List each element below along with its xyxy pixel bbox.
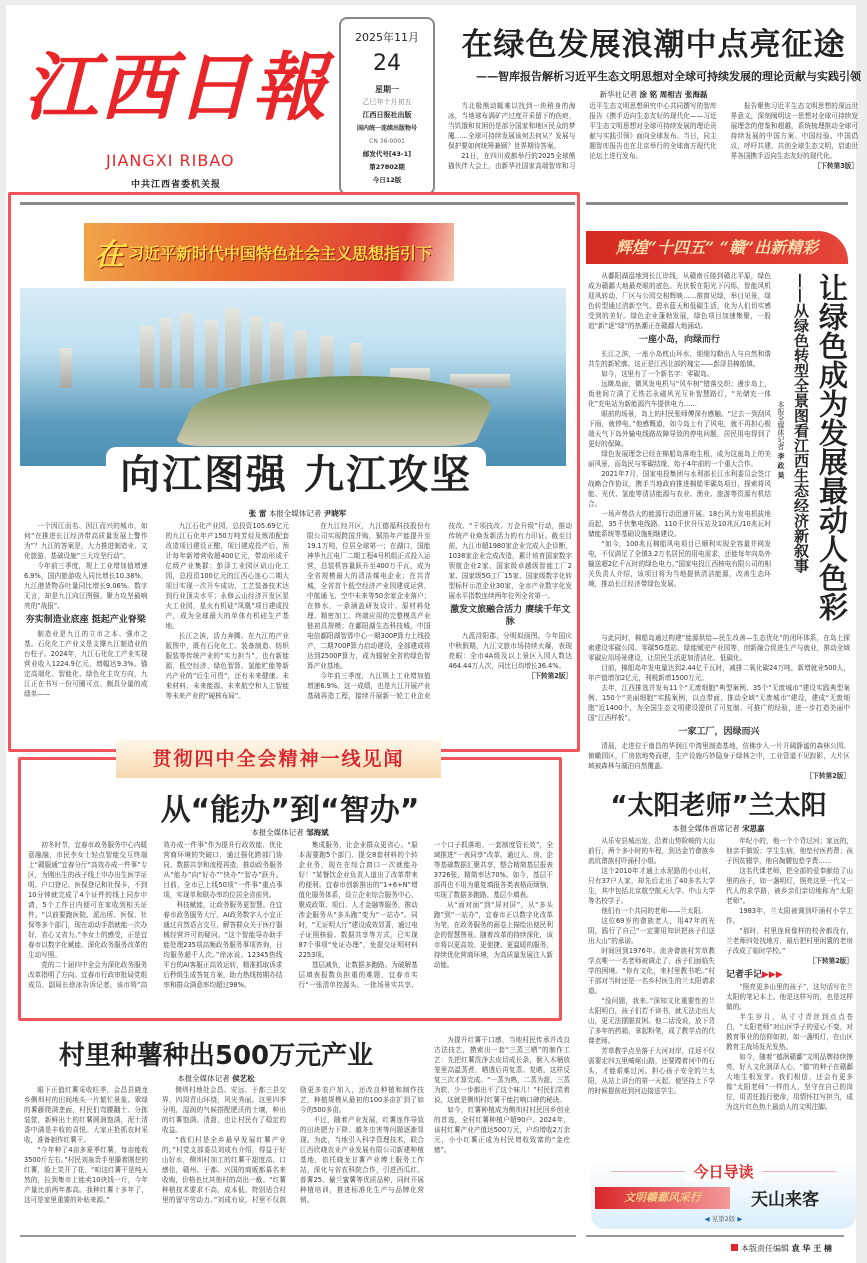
date-weekday: 星期一	[375, 85, 399, 94]
green-vertical-headline[interactable]: 让绿色成为发展最动人色彩	[815, 273, 849, 621]
paragraph: 如今，随着“德润赣鄱”文明品牌持续擦亮，好人文化润泽人心，“德”的种子在赣鄱大地生根发芽。我们相信，还会有更多像“太阳老师”一样的人，坚守在自己的岗位，用责任践行使命，用情怀扛写担当，成为这片红色热土最动人的文明注脚。	[726, 1053, 853, 1111]
today-guide-box	[591, 1159, 856, 1229]
paragraph: “今年种了4亩多夏季红薯，每亩能收3500斤左右。”村民刘泉贵手里攥着刚挖的红薯，脸上笑开了花，“咱这红薯干是纯天然的，拉到集市上能卖10块钱一斤，今年产量比前两年都高。我种红薯十多年了，这可是家里重要的补贴来源。”	[24, 1146, 148, 1204]
paragraph: 一场声势浩大的能源行动迅速开展。18台风力发电机拔地而起，35千伏集电线路、110千伏升压站及10兆瓦/10兆瓦时储能系统等基础设施相继建设。	[588, 510, 771, 538]
paragraph: 今年前三季度，九江规上工业增加值增速6.9%。这一成绩，也是九江开展产业基础再造工程，接续开展新一轮工业企业技改、“千项技改、万企升级”行动，推动传统产业焕发新活力的有力印证。截至目前，九江市超1980家企业完成入企诊断，1038家企业完成改造，累计培育国家数字领航企业2家、国家级卓越级智能工厂2家、国家级5G工厂15家、国家级数字化转型标杆示范企业30家，全市产业数字化发展水平指数连续两年位列全省第一。	[307, 522, 572, 700]
green-banner: 辉煌“十四五” “赣”出新精彩	[586, 231, 848, 264]
byline-name: 邹海斌	[306, 828, 329, 837]
section-subheading: 夯实制造业底座 挺起产业脊梁	[25, 615, 146, 625]
paragraph: “如今，100兆瓦棉船风电项目已顺利实现全容量并网发电，不仅满足了全镇3.2万名居民的用电需求，还能每年向岛外输送超2亿千瓦时的绿色电力。”国家电投江西核电有限公司的相关负责人介绍，该项目将为当地提供清洁能源，改善生态环境，推动长江经济带绿色发展。	[588, 540, 771, 588]
newspaper-logo: 江西日報	[24, 45, 328, 131]
guide-column-badge[interactable]: 文明赣鄱风采行	[595, 1187, 730, 1209]
plenum-body	[28, 840, 553, 990]
paragraph: 九派浔阳郡，分明似画图。今年国庆中秋假期，九江文旅市场持续火爆，表现亮眼：全市4A级及以上景区入园人数达464.44万人次，同比日均增长36.4%。	[448, 632, 572, 670]
byline-prefix: 新华社记者	[599, 90, 638, 99]
paragraph: 侧圳村地处会昌、安远、于都三县交界，四周青山环绕，风光秀丽。这里四季分明，湿润的气候搭配肥沃的土壤，种出的红薯饱满、清甜，也让村民有了稳定的收益。	[162, 1086, 286, 1134]
green-body-narrow	[588, 271, 771, 633]
continued-note[interactable]: ［下转第2版］	[527, 672, 572, 680]
yam-byline	[26, 1073, 406, 1084]
paragraph: 在九江经开区，九江德福科技股份有限公司实现跨国并购，铜箔年产能提升至19.1万吨，位居全球第一；在湖口，国能神华九江电厂二期工程4号机组正式投入运营，总装机容量跃升至400万千瓦，成为全省规模最大的清洁煤电企业；在共青城，全省首个低空经济产业园建成运营，中航通飞、空中未来等50余家企业落户；在修水，一条涵盖研发设计、原材料处理、精密加工、终端应用的完整模具产业链初具规模；在鄱阳湖生态科技城，中国电信鄱阳湖智算中心一期300P算力上线投产，二期700P算力启动建设，全部建成将达到2500P算力，成为辐射全省的绿色智算产业基地。	[307, 522, 431, 670]
byline-prefix: 本报全媒体记者	[268, 509, 322, 518]
editor-names: 袁 华 王 楠	[791, 1244, 832, 1253]
top-story-body	[448, 101, 858, 171]
paragraph: 如今，红薯种植成为侧圳村村民回乡创业的首选，全村红薯种植户超90户。2024年，该村红薯产业产值达500万元，户均增收2万余元，小小红薯正成为村民增收致富的“金疙瘩”。	[434, 1106, 570, 1154]
paragraph: 年纪小的，他一个个背过河；家远的，他亲手做饭；学生生病，他垫付医药费；孩子因贫辍学，他自掏腰包垫学费……	[726, 837, 853, 865]
cn-label: 国内统一连续出版物号	[356, 125, 417, 132]
paragraph: 从“面对面”到“屏对屏”，从“多头跑”到“一站办”，宜春市正以数字化改革为笔，在政务服务的画卷上描绘出便民利企的智慧图景。随着改革的持续深化，该市将以更高效、更便捷、更温暖的服务，持续优化营商环境，为高质量发展注入新动能。	[433, 901, 553, 969]
green-body-wide	[588, 633, 850, 781]
note-title: 记者手记	[726, 970, 763, 980]
section-subheading: 一家工厂，因绿而兴	[678, 727, 760, 737]
paragraph: 长江之滨，活力奔腾。在九江的产业版图中，既有石化化工、装备制造、纺织服装等传统产业的“实力担当”，也有新能源、低空经济、绿色智算、氢能贮能等新兴产业的“后生可畏”，还有未来健康、未来材料、未来能源、未来航空和人工智能等未来产业的“硬核布局”。	[165, 632, 289, 700]
teacher-headline[interactable]: “太阳老师”兰太阳	[610, 791, 827, 821]
paragraph: 集成服务，让企业群众更省心。“原本需要跑5个部门、提交8套材料的个转企业务，现在在综合窗口一次就能办好！”某餐饮企业负责人道出了改革带来的便利。宜春市创新推出的“1+6+N”增值化服务体系，设立企业综合服务中心，聚成政策、项目、人才金融等服务，推动涉企服务从“多头跑”变为“一站办”。同时，“无证明大厅”建设成效显著，通过电子证照核验、数据共享等方式，已实现87个事项“免证办理”，免提交证明材料2253项。	[298, 841, 418, 959]
guide-title: 今日导读	[685, 1163, 761, 1181]
guide-page-link[interactable]	[591, 1214, 856, 1223]
feature-byline	[20, 508, 575, 519]
paragraph: “照亮更多山里的孩子”，这句话写在兰太阳的笔记本上。他是这样写的，也是这样做的。	[726, 983, 853, 1011]
byline-name: 李 政 昊	[777, 452, 785, 479]
paragraph: 今年前三季度，规上工业增加值增速6.9%，国内旅游收入同比增长10.38%，九江港货物吞吐量同比增长9.06%。数字无言，却是九江向江图强、聚力攻坚最响亮的“战报”。	[24, 562, 148, 610]
newspaper-page	[6, 5, 861, 1263]
divider	[586, 202, 848, 205]
yam-body	[24, 1085, 424, 1205]
paragraph: 去年，江西推选并发布11个“无废细胞”典型案例、35个“无废城市”建设实践典型案例、150个“美丽细胞”实践案例，以点带面，推动全域“无废城市”建设，建成“无废细胞”近1400个，为全国生态文明建设提供了可复制、可推广的经验，进一步打造美丽中国“江西样板”。	[588, 684, 850, 722]
page-count: 今日12版	[372, 176, 402, 184]
paragraph: 制造业是九江的立市之本、强市之基。石化化工产业又是支撑九江制造业的台柱子。2024年，九江石化化工产业实现营业收入1224.9亿元，增幅达9.3%。锚定高端化、智能化、绿色化主攻方向，九江正在书写一份可圈可点、颇具分量的成绩单——	[24, 630, 148, 698]
paragraph: 从乐安县城出发，沿着山势险峻的大山前行，两个多小时的车程，到达金竹畲族乡流坑畲族村吓涌村小组。	[588, 837, 715, 865]
top-story-byline	[446, 89, 861, 100]
triangle-arrows-icon: ▶▶▶	[762, 970, 783, 980]
paragraph: 半生岁月，从寸寸青丝到点点苍白，“太阳老师”对山区学子的爱心不变，对教育事业的信仰如初，如一盏明灯，在山区教育主战场发光发热。	[726, 1013, 853, 1051]
logo-subtitle: 中共江西省委机关报	[131, 180, 222, 190]
byline-name: 张 雷	[248, 509, 267, 518]
section-subheading: 一座小岛，向绿而行	[638, 335, 720, 345]
paragraph: 九江石化产业园，总投资105.69亿元的九江石化年产150万吨芳烃及炼油配套改造项目建设正酣，项目建成投产后，预计每年新增营收超400亿元，带动形成千亿级产业集群；彭泽工业园区矶山化工园，总投资100亿元的江西心连心二期大项目实现一次开车成功，工艺装备技术达到行业顶尖水平；永修云山经济开发区星火工业园，星火有机硅“凤凰”项目建成投产，成为全球最大的单体有机硅生产基地。	[165, 522, 289, 630]
issue-number: 第27802期	[369, 163, 405, 171]
divider	[20, 1235, 576, 1237]
byline-name: 侯艺松	[232, 1074, 255, 1083]
paragraph: 党的二十届四中全会为深化政务服务改革指明了方向。宜春市行政审批局党组成员、副局长徐冰告诉记者，该市将“高效办成一件事”作为提升行政效能、优化营商环境的突破口，通过强化跨部门协同、数据共享和流程再造，推动政务服务从“能办”向“好办”“快办”“智办”跃升。目前，全市已上线50项“一件事”重点事项，实现单和联办率均位居全省前列。	[28, 841, 283, 989]
green-body	[588, 271, 850, 781]
paragraph: 为提升红薯干口感，当地村民传承并改良古法技艺，摸索出一套“三蒸三晒”的制作工艺：先把红薯洗净去皮切成长条，倒入木桶放笼里高温蒸煮，晒透后再复蒸、复晒，这样反复三次才算完成。“一蒸为熟，二蒸为甜，三蒸为软，少一步都出不了这个味儿！”村民们笑着说，这就是侧圳村红薯干能打响口碑的秘诀。	[434, 1036, 570, 1104]
yam-body-right	[434, 1035, 570, 1155]
paragraph: 初冬时节，宜春市政务服务中心内暖意融融，市民李女士轻点智能交互终端上“赣服通”宜春分厅“高效办成一件事”专区，为刚出生的孩子线上申办出生医学证明、户口登记、医保登记和社保卡，不到10分钟就完成了4个证件的线上同步申请，5个工作日内便可在家收到相关证件。“以前要跑医院、派出所、医保、社保等多个部门，现在动动手指就能一次办好，省心又省力。”李女士的感受，正是宜春市以数字化赋能、深化政务服务改革的生动写照。	[28, 841, 148, 959]
paragraph: 长江之滨，一座小岛枕山环水，细细勾勒出人与自然和谐共生的新轮廓。这正是江西北部的瑰宝——彭泽县棉船镇。	[588, 350, 771, 368]
paragraph: “那时，村里连间像样的校舍都没有，兰老师四处找地方，最后把村里闲置的老房子改成了临时学校。”	[726, 927, 853, 955]
byline-name: 宋思嘉	[742, 824, 765, 833]
paragraph: 与此同时，棉船岛通过构建“能源供给—民生改善—生态优化”的闭环体系，在岛上探索建设零碳公园、零碳5G基站、绿能赋売产业园等，创新融合促进生产与就业，推动全域零碳应用场景建设，让居民生活更加清洁化、低碳化。	[588, 634, 850, 662]
plenum-banner: 贯彻四中全会精神一线见闻	[116, 740, 441, 778]
paragraph: 他们有一个共同的老师——兰太阳。	[601, 907, 707, 915]
paragraph: 1983年，兰太阳被调到吓涌村小学工作。	[726, 907, 853, 925]
feature-banner	[84, 223, 454, 281]
editor-label: 本版责任编辑	[741, 1244, 789, 1253]
red-square-icon	[731, 1244, 738, 1251]
paragraph: 眼前的场景，岛上的村民张师傅深有感触。“过去一到刮风下雨，就停电。”他感慨道，如今岛上有了风电，就不再担心极端天气下岛外输电线路故障导致的停电问题，居民用电得到了更好的保障。	[588, 410, 771, 448]
green-vertical-subtitle: ——从绿色转型全景图看江西生态经济新叙事	[792, 273, 810, 573]
paragraph: 目前，棉船岛年发电量达到2.44亿千瓦时，减排二氧化碳24万吨，新增就业500人，年产值增加2亿元，利税新增1500万元。	[588, 664, 850, 682]
feature-headline[interactable]: 向江图强 九江攻坚	[106, 447, 486, 503]
byline-name: 尹晓军	[323, 509, 347, 518]
paragraph: 不过，随着产业发展，红薯连作导致的田块肥力下降、越冬虫害等问题逐渐显现。为此，当地引入科学管理技术，联合江西欣晓农业产业发展有限公司新建种植基地，依托晓龙甘薯产业博士服务工作站，深化与省农科院合作，引进西瓜红、普薯25、榆兰蜜薯等优质品种，同时开展种植培训，推进标准化生产与品牌化营销。	[300, 1116, 424, 1204]
paragraph: 时间回到1976年。流舍畲族村芳草教学点唯一一名老师被调走了，孩子们面临失学的困境。“你有文化，来村里教书吧。”村干部对当时还是一名乡村医生的兰太阳请求道。	[588, 947, 715, 995]
jiujiang-riverside-photo	[20, 288, 566, 466]
paragraph: “没问题，我来。”深知文化重要性的兰太阳明白，孩子们若不读书，就无法走出大山，更无法摆脱贫困。他二话没说，放下背了多年的药箱，拿起粉笔，成了教学点的代课老师。	[588, 997, 715, 1045]
publisher: 江西日报社出版	[362, 111, 412, 119]
byline-prefix: 本报全媒体记者	[777, 401, 785, 450]
date-day: 24	[373, 51, 401, 76]
guide-see-page: 见第2版	[711, 1215, 736, 1223]
paragraph: 清晨，走进位于南昌的华润江中湾里制造基地，仿佛步入一片开阔静谧的森林公园。俯瞰园区，厂房依地势而建，生产设施巧妙隐身于绿林之中，工业管道不见踪影，大片区域被森林与湖泊自然覆盖。	[588, 742, 850, 770]
feature-body	[24, 521, 572, 701]
paragraph: 从鄱阳湖湿地到长江岸线，从赣南丘陵到赣北平原，绿色成为赣鄱大地最亮眼的底色。光伏板在阳光下闪烁，智能风机迎风转动，厂区与公园交相辉映……推窗见绿，举目见景，绿色转型通过清新空气、碧水蓝天和低碳生活，化为人们切实感受到的美好。绿色企业蓬勃发展，绿色项目加速集聚，一股追“新”逐“绿”的热潮正在赣鄱大地涌动。	[588, 272, 771, 330]
paragraph: 报告聚焦习近平生态文明思想的深远世界意义，深刻阐明这一思想对全球可持续发展理念的借鉴和超越，系统梳理推动全球可持续发展的中国方案、中国经验、中国倡议，呼吁共建、共创全球生态文明，启迪世界各国携手迈向生态友好的现代化。	[730, 102, 858, 160]
yam-headline[interactable]: 村里种薯种出500万元产业	[58, 1041, 374, 1071]
postal-code: 邮发代号[43-1]	[362, 150, 412, 158]
paragraph: 如今，这里有了一个新名字：零碳岛。	[601, 370, 714, 378]
date-box	[339, 17, 435, 195]
teacher-byline	[586, 823, 851, 834]
banner-big-char: 在	[94, 238, 124, 273]
paragraph: 2021年7月，国家电投集团与水利部长江水利委员会签订战略合作协议，携手当地政府推进棉船零碳岛项目，探索将风能、光伏、氢能等清洁能源与农业、渔业、旅游等资源有机结合。	[588, 470, 771, 508]
paragraph: 这名代课老师，把全部的爱奉献给了山里的孩子，如一盏明灯，照亮这里一代又一代人的求学路，被乡亲们亲切地称为“太阳老师”。	[726, 867, 853, 905]
left-triangle-icon: ◀	[704, 1215, 710, 1223]
byline-prefix: 本报全媒体首席记者	[672, 824, 740, 833]
byline-prefix: 本报全媒体记者	[251, 828, 304, 837]
plenum-byline	[20, 827, 560, 838]
right-triangle-icon: ▶	[737, 1215, 743, 1223]
paragraph: 这个2010年才通上水泥路的小山村，只有37户人家，却先后走出了40多名大学生，其中包括北京航空航天大学、中山大学等名校学子。	[588, 867, 715, 905]
lunar-date: 乙巳年十月初五	[362, 98, 412, 106]
logo-english: JIANGXI RIBAO	[106, 151, 235, 170]
teacher-body	[588, 836, 853, 1112]
paragraph: 基层减负，让数据多跑路。为破解基层填表报数负担重的难题，宜春市实行“一张清单控源头、一批场景实共享、一个口子抓落地、一套制度管长效”，全域推进“一表同享”改革，通过人、房、企等基础数据汇聚共享，整合精简基层报表3726张，精简率达70%。如今，基层干部再也不用为重复填报各类表格而烦恼，实现了数据多跑路、基层少填表。	[298, 841, 553, 989]
guide-headline[interactable]: 天山来客	[751, 1190, 819, 1210]
paragraph: 远眺岛面，微风发电机与“风车树”错落交织；漫步岛上，街巷间立满了无铁芯永磁风光互补智慧路灯，“光储充一体化”充电站为新能源汽车提供电力……	[588, 380, 771, 408]
section-subheading: 激发文旅融合活力 赓续千年文脉	[450, 605, 571, 627]
cn-number: CN 36-0001	[369, 138, 405, 145]
paragraph: 当北极熊动辄难以找到一块稍身的海冰，当地球布满矿产过度开采留下的伤疤，当饥饿和贫困仍是部分国家和地区民众的梦魇……全球可持续发展该何去何从？发展与保护要如何统筹兼顾？世界期待答案。	[448, 102, 576, 150]
paragraph: “我们村是全乡最早发展红薯产业的，”村党支部委员刘成有介绍，得益于好山好水，侧圳村加工的红薯干甜度高、口感佳，赣州、于都、兴国的商贩都慕名来收购，价格也比其他村的高出一截。“红薯种植技术要求不高，成本低，特别适合村里的留守劳动力。”刘成有说，村里不仅鼓励更多农户加入，还改良种植和制作技艺，种植规模从最初的100多亩扩到了如今的500多亩。	[162, 1086, 424, 1204]
continued-note[interactable]: ［下转第2版］	[808, 957, 853, 965]
top-story-subtitle: ——智库报告解析习近平生态文明思想对全球可持续发展的理论贡献与实践引领	[476, 70, 861, 83]
reporter-note-heading	[726, 969, 853, 981]
banner-text: 习近平新时代中国特色社会主义思想指引下	[128, 243, 433, 263]
divider	[586, 1235, 844, 1237]
paragraph: 科技赋能，让政务服务更智慧。在宜春市政务服务大厅，AI政务数字人小宜正通过自然语言交互，解答群众关于医疗器械经营许可的疑问。“这个智能导办助手能处理235项高频政务服务事项咨询，日均服务超千人次。”徐冰说。12345热线平台的AI客服正高效运转，精准抓取诉求后秒级生成答复方案，助力热线按期办结率和群众满意率均超过98%。	[163, 901, 283, 989]
continued-note[interactable]: ［下转第3版］	[813, 162, 858, 170]
paragraph: 芳草教学点坐落于大河对岸，往返不仅需要走四五里崎岖山路，还要蹚着河中的石头，才能艰难过河。担心孩子安全的兰太阳，从站上讲台的第一天起，便坚持上下学的时候提前赶到河边接送学生。	[588, 1047, 715, 1095]
byline-names: 涂 铭 周相吉 张海磊	[639, 90, 708, 99]
page-editor-credit	[731, 1243, 832, 1254]
top-story-headline[interactable]: 在绿色发展浪潮中点亮征途	[461, 27, 846, 63]
paragraph: 21日，在四川成都举行的2025全球熊猫伙伴大会上，由新华社国家高端智库和习近平生态文明思想研究中心共同撰写的智库报告《携手迈向生态友好的现代化——习近平生态文明思想对全球可持续发展的理论贡献与实践引领》面向全球发布。当日，同主题智库报告也在北京举行的全球南方现代化论坛上进行发布。	[448, 102, 717, 170]
paragraph: 这位69岁的畲族老人，用47年的光阴，践行了自己“一定要用知识把孩子们送出大山”的承诺。	[588, 917, 715, 945]
plenum-headline[interactable]: 从“能办”到“智办”	[160, 793, 420, 828]
paragraph: 眼下正值红薯采收旺季，会昌县晓龙乡侧圳村的田间地头一片繁忙景象。翠绿的薯藤爬满垄面，村民们弯腰翻土、分拣装筐，新鲜出土的红薯圆润饱满，泥土清香中满是丰收的喜悦。大家正抢抓农时采收，准备制作红薯干。	[24, 1086, 148, 1144]
byline-prefix: 本报全媒体记者	[177, 1074, 230, 1083]
paragraph: 一个因江而名、因江而兴的城市，如何“在推进长江经济带高质量发展上警作为”？九江的答案是，大力推进制造业、文化旅游、基础设施“三大攻坚行动”。	[24, 522, 148, 560]
date-year-month: 2025年11月	[355, 31, 419, 44]
paragraph: 绿色发展理念已经在棉船岛落地生根，成为这座岛上的美丽风景，而岛民与零碳结缘，始于4年前的一个重大合作。	[588, 450, 771, 468]
continued-note[interactable]: ［下转第2版］	[805, 772, 850, 780]
divider	[20, 202, 575, 205]
